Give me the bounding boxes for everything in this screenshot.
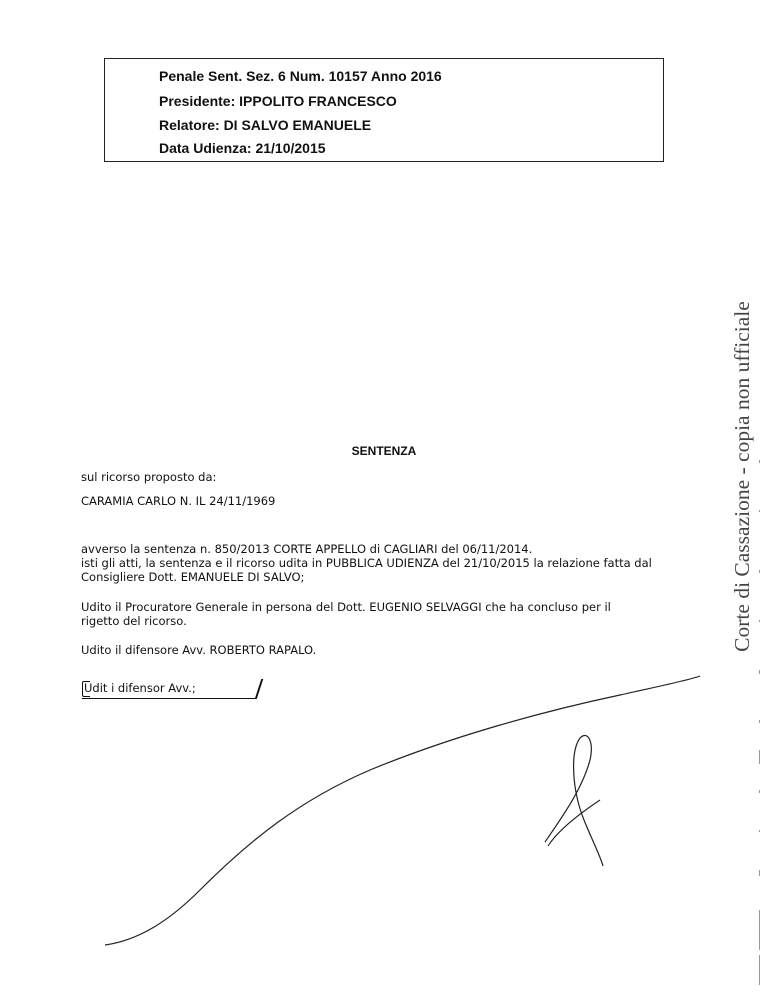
- appeal-line-2: isti gli atti, la sentenza e il ricorso udita in PUBBLICA UDIENZA del 21/10/2015 la relazione fatta dal: [81, 556, 652, 570]
- document-title: SENTENZA: [351, 444, 417, 458]
- header-rapporteur: Relatore: DI SALVO EMANUELE: [159, 117, 372, 133]
- prosecutor-line-2: rigetto del ricorso.: [81, 614, 187, 628]
- intro-line: sul ricorso proposto da:: [81, 470, 217, 484]
- header-president: Presidente: IPPOLITO FRANCESCO: [159, 93, 397, 109]
- header-hearing-date: Data Udienza: 21/10/2015: [159, 140, 326, 156]
- prosecutor-line-1: Udito il Procuratore Generale in persona del Dott. EUGENIO SELVAGGI che ha concluso per il: [81, 600, 611, 614]
- party-line: CARAMIA CARLO N. IL 24/11/1969: [81, 494, 276, 508]
- appeal-line-1: avverso la sentenza n. 850/2013 CORTE APPELLO di CAGLIARI del 06/11/2014.: [81, 542, 533, 556]
- defender-line: Udito il difensore Avv. ROBERTO RAPALO.: [81, 643, 317, 657]
- watermark-text: Corte di Cassazione - copia non ufficiale: [729, 300, 754, 652]
- crossed-out-text: Udit i difensor Avv.;: [84, 681, 196, 695]
- appeal-line-3: Consigliere Dott. EMANUELE DI SALVO;: [81, 570, 305, 584]
- header-section-number: Penale Sent. Sez. 6 Num. 10157 Anno 2016: [159, 68, 442, 84]
